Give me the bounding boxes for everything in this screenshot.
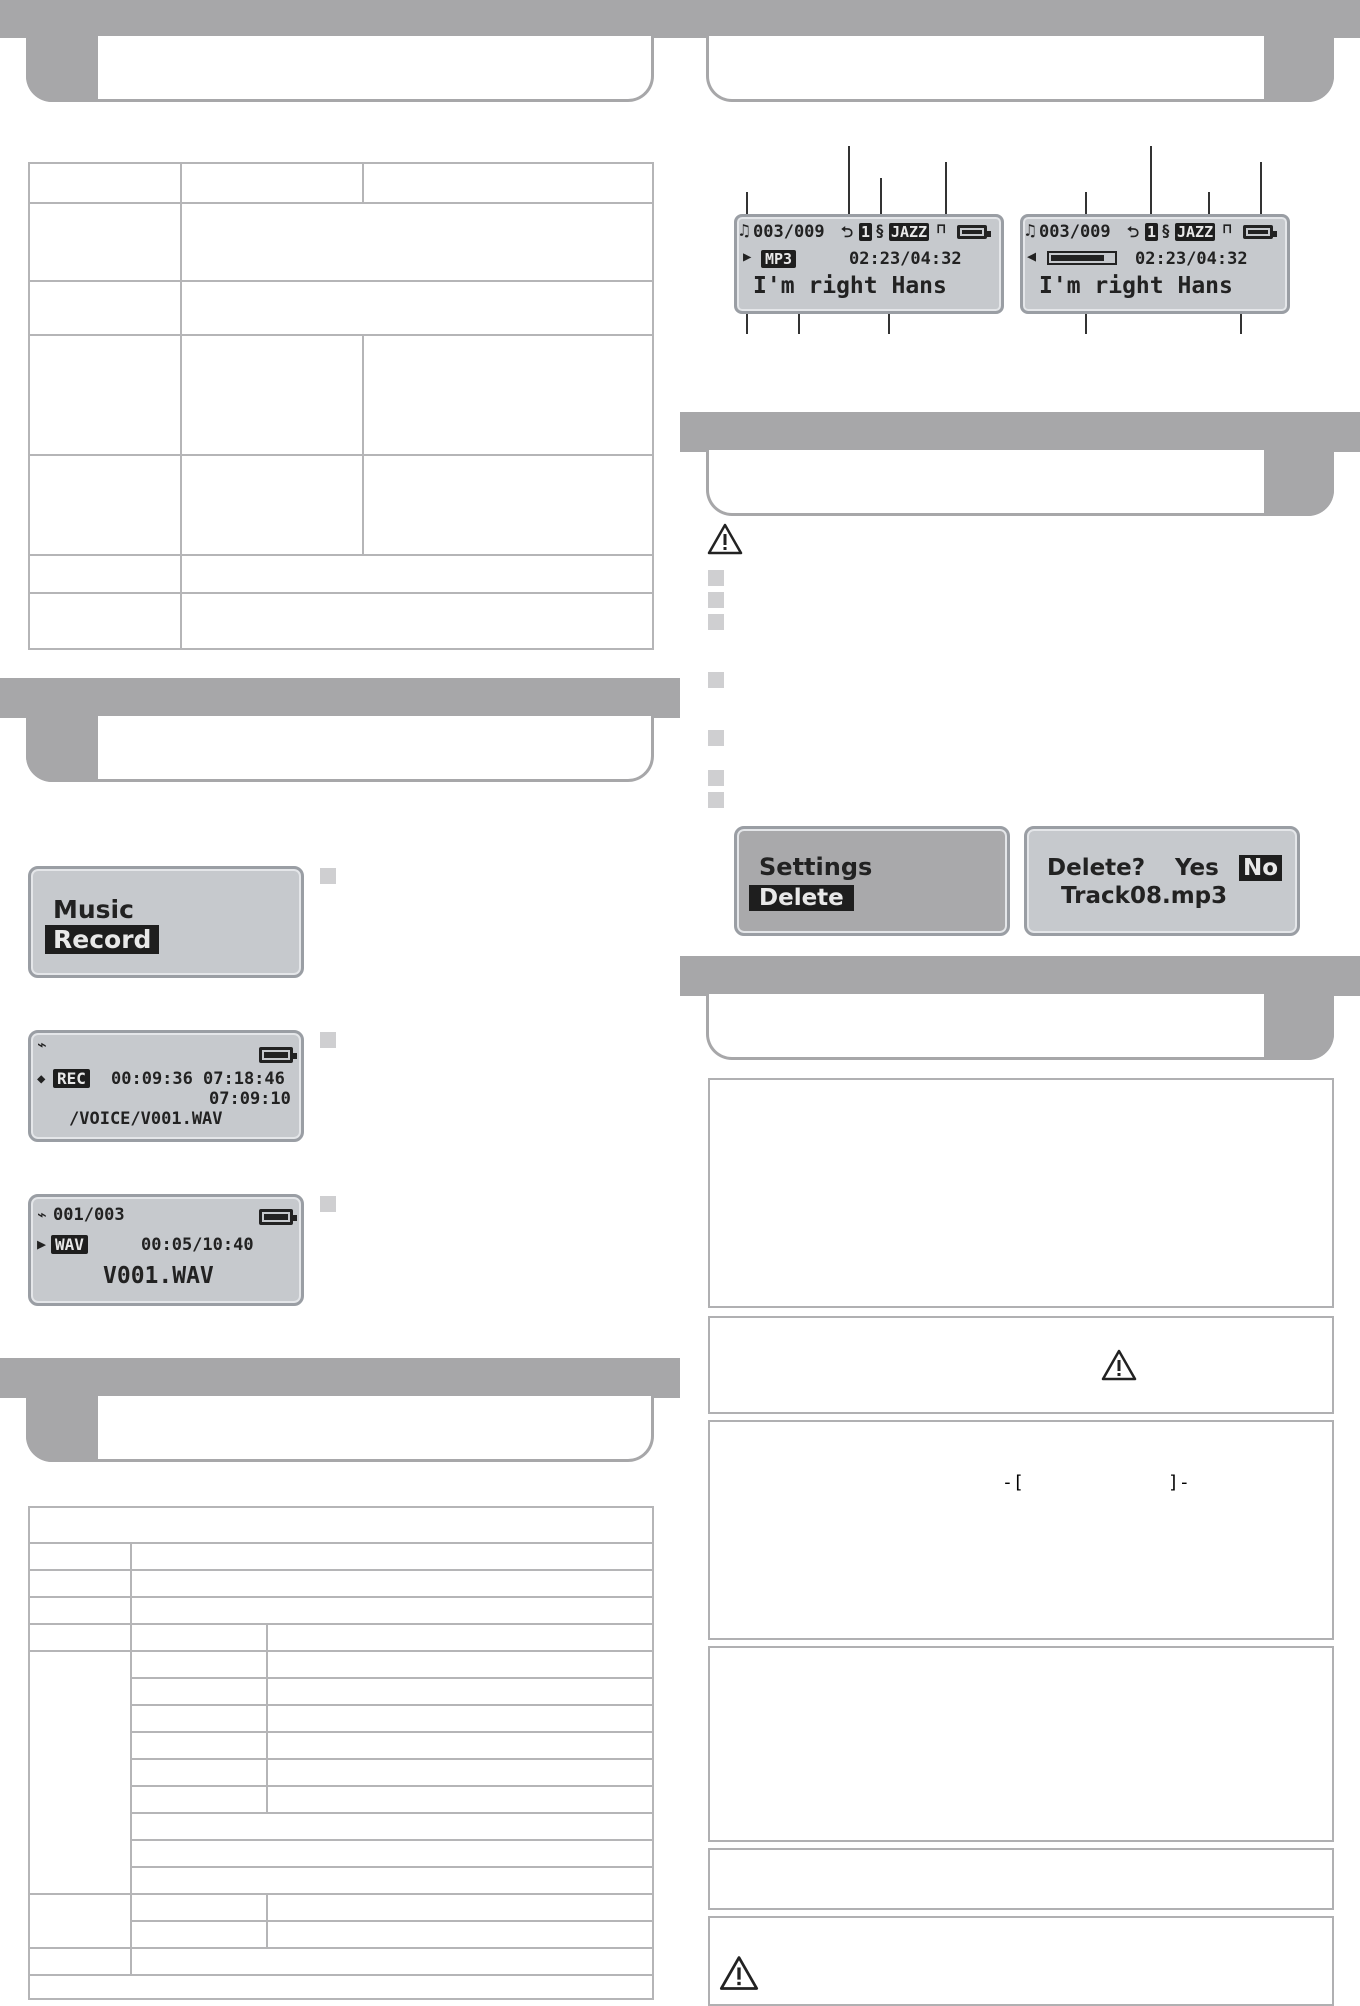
table-cell [181, 335, 363, 455]
lcd-settings-delete [734, 826, 1010, 936]
bullet-square [708, 770, 724, 786]
table-cell [181, 281, 653, 335]
table-cell [131, 1624, 267, 1651]
bullet-square [708, 730, 724, 746]
record-dot-icon: ◆ [37, 1071, 46, 1087]
table-cell [181, 593, 653, 649]
eq-badge: JAZZ [1177, 223, 1214, 241]
table-cell [131, 1651, 267, 1678]
table-cell [29, 593, 181, 649]
bullet-square [708, 570, 724, 586]
volume-bar [1047, 251, 1117, 265]
table-cell [181, 203, 653, 281]
music-note-icon: ♫ [739, 221, 750, 241]
play-arrow-icon: ▶ [37, 1235, 47, 1253]
rec-path: /VOICE/V001.WAV [69, 1109, 223, 1129]
section-header-frame [26, 36, 654, 102]
table-cell [181, 163, 363, 203]
speaker-icon: ◀ [1027, 247, 1037, 265]
section-header-tab [26, 36, 98, 102]
top-header-bar [0, 0, 1360, 38]
section-header-tab [1264, 450, 1334, 516]
delete-no-option-selected: No [1239, 855, 1282, 881]
content-box [708, 1420, 1334, 1640]
play-time: 02:23/04:32 [849, 249, 962, 269]
table-cell [29, 1507, 653, 1543]
battery-icon [957, 225, 987, 239]
table-cell [181, 555, 653, 593]
table-cell [267, 1894, 653, 1921]
volume-bar-fill [1051, 255, 1104, 261]
table-cell [131, 1840, 653, 1867]
bullet-square [708, 614, 724, 630]
section-bar [0, 1358, 680, 1398]
table-cell [29, 281, 181, 335]
section-bar [680, 412, 1360, 452]
table-cell [131, 1921, 267, 1948]
table-cell [29, 335, 181, 455]
table-cell [363, 455, 653, 555]
battery-icon [259, 1209, 293, 1225]
lcd-wav-playback [28, 1194, 304, 1306]
table-cell [29, 1624, 131, 1651]
delete-filename: Track08.mp3 [1061, 883, 1228, 909]
lcd-menu-settings: Settings [759, 853, 873, 881]
callout-line [1150, 146, 1152, 220]
section-header-frame [26, 1396, 654, 1462]
table-cell [267, 1921, 653, 1948]
table-cell [131, 1543, 653, 1570]
repeat-icon: ⮌ [841, 223, 854, 241]
bullet-square [320, 1196, 336, 1212]
table-cell [29, 555, 181, 593]
track-title: I'm right Hans [753, 273, 947, 299]
warning-triangle-icon [718, 1954, 760, 1992]
content-box [708, 1316, 1334, 1414]
bullet-square [708, 792, 724, 808]
section-header-frame [26, 716, 654, 782]
lcd-menu-music-record [28, 866, 304, 978]
wav-time: 00:05/10:40 [141, 1235, 254, 1255]
section-bar [0, 678, 680, 718]
repeat-number: 1 [1147, 223, 1157, 241]
table-cell [131, 1678, 267, 1705]
table-cell [131, 1894, 267, 1921]
table-cell [267, 1705, 653, 1732]
rec-total: 07:09:10 [209, 1089, 291, 1109]
play-time: 02:23/04:32 [1135, 249, 1248, 269]
lcd-menu-delete-selected: Delete [749, 885, 854, 911]
battery-icon [259, 1047, 293, 1063]
delete-question: Delete? [1047, 855, 1146, 881]
table-cell [267, 1759, 653, 1786]
mic-icon: ⌁ [37, 1035, 47, 1054]
wav-filename: V001.WAV [103, 1263, 214, 1289]
rec-remaining: 07:18:46 [203, 1069, 285, 1089]
shuffle-icon: § [1161, 221, 1171, 240]
table-cell [131, 1705, 267, 1732]
play-arrow-icon: ▶ [743, 249, 752, 265]
bullet-square [708, 592, 724, 608]
callout-line [1260, 162, 1262, 220]
section-header-frame [706, 450, 1334, 516]
lock-icon: ⊓ [1223, 221, 1232, 237]
eq-badge: JAZZ [891, 223, 928, 241]
section-header-tab [26, 1396, 98, 1462]
content-box [708, 1848, 1334, 1910]
table-cell [29, 1543, 131, 1570]
track-counter: 003/009 [1039, 222, 1111, 242]
callout-line [945, 162, 947, 220]
table-cell [131, 1948, 653, 1975]
spec-table-1 [28, 162, 654, 650]
table-cell [363, 163, 653, 203]
shuffle-icon: § [875, 221, 885, 240]
table-cell [29, 1651, 131, 1894]
repeat-icon: ⮌ [1127, 223, 1140, 241]
lcd-delete-confirm [1024, 826, 1300, 936]
battery-icon [1243, 225, 1273, 239]
table-cell [29, 1975, 653, 1999]
section-bar [680, 956, 1360, 996]
rec-badge: REC [53, 1069, 90, 1088]
track-title: I'm right Hans [1039, 273, 1233, 299]
wav-format-badge: WAV [51, 1235, 88, 1254]
table-cell [29, 1597, 131, 1624]
content-box [708, 1916, 1334, 2006]
lock-icon: ⊓ [937, 221, 946, 237]
mic-icon: ⌁ [37, 1205, 47, 1224]
section-header-tab [26, 716, 98, 782]
section-header-tab [1264, 36, 1334, 102]
bullet-square [708, 672, 724, 688]
section-header-frame [706, 36, 1334, 102]
wav-counter: 001/003 [53, 1205, 125, 1225]
bracket-left-icon: -[ [1002, 1472, 1024, 1493]
table-cell [29, 1894, 131, 1948]
content-box [708, 1078, 1334, 1308]
table-cell [29, 203, 181, 281]
table-cell [131, 1786, 267, 1813]
section-header-frame [706, 994, 1334, 1060]
table-cell [267, 1651, 653, 1678]
table-cell [363, 335, 653, 455]
table-cell [131, 1813, 653, 1840]
table-cell [29, 455, 181, 555]
format-badge: MP3 [761, 250, 796, 268]
lcd-menu-music: Music [53, 895, 134, 924]
lcd-player-mp3 [734, 214, 1004, 314]
table-cell [29, 1570, 131, 1597]
callout-line [848, 146, 850, 220]
table-cell [267, 1624, 653, 1651]
table-cell [131, 1759, 267, 1786]
table-cell [131, 1597, 653, 1624]
table-cell [29, 163, 181, 203]
spec-table-2 [28, 1506, 654, 2000]
track-counter: 003/009 [753, 222, 825, 242]
table-cell [267, 1678, 653, 1705]
table-cell [131, 1732, 267, 1759]
table-cell [267, 1786, 653, 1813]
warning-triangle-icon [1100, 1348, 1138, 1382]
table-cell [131, 1570, 653, 1597]
lcd-recording [28, 1030, 304, 1142]
repeat-number: 1 [861, 223, 871, 241]
bullet-square [320, 1032, 336, 1048]
table-cell [181, 455, 363, 555]
table-cell [267, 1732, 653, 1759]
music-note-icon: ♫ [1025, 221, 1036, 241]
delete-yes-option: Yes [1175, 855, 1219, 881]
bracket-right-icon: ]- [1168, 1472, 1190, 1493]
lcd-menu-record-selected: Record [45, 925, 159, 954]
lcd-player-volume [1020, 214, 1290, 314]
warning-triangle-icon [706, 522, 744, 556]
content-box [708, 1646, 1334, 1842]
table-cell [131, 1867, 653, 1894]
bullet-square [320, 868, 336, 884]
table-cell [29, 1948, 131, 1975]
section-header-tab [1264, 994, 1334, 1060]
rec-elapsed: 00:09:36 [111, 1069, 193, 1089]
